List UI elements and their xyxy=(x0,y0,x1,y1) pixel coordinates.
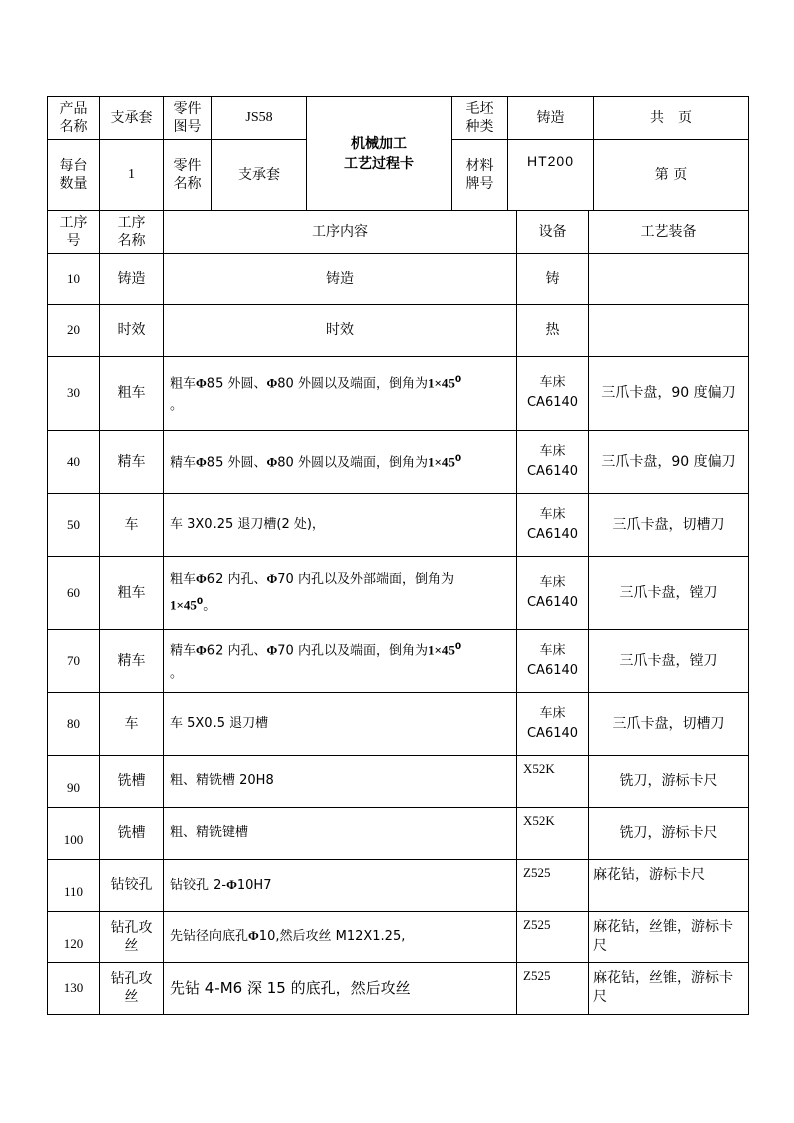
table-row xyxy=(48,807,749,859)
table-row xyxy=(48,629,749,692)
col-op-no: 工序 号 xyxy=(48,210,100,253)
op-number: 130 xyxy=(48,962,100,1014)
op-content: 先钻径向底孔Φ10,然后攻丝 M12X1.25, xyxy=(164,911,517,962)
table-row xyxy=(48,556,749,629)
table-row xyxy=(48,755,749,807)
op-number: 120 xyxy=(48,911,100,962)
op-name: 车 xyxy=(100,692,164,755)
col-op-name: 工序 名称 xyxy=(100,210,164,253)
op-equipment: X52K xyxy=(517,807,589,859)
col-tooling: 工艺装备 xyxy=(589,210,749,253)
op-tooling: 麻花钻，游标卡尺 xyxy=(589,859,749,911)
op-tooling xyxy=(589,304,749,356)
op-number: 110 xyxy=(48,859,100,911)
op-number: 50 xyxy=(48,493,100,556)
op-content: 精车Φ85 外圆、Φ80 外圆以及端面，倒角为$1\times 45^0$ xyxy=(164,430,517,493)
op-number: 20 xyxy=(48,304,100,356)
op-content: 车 5X0.5 退刀槽 xyxy=(164,692,517,755)
op-content: 精车Φ62 内孔、Φ70 内孔以及端面，倒角为$1\times 45^0$ 。 xyxy=(164,629,517,692)
op-equipment: Z525 xyxy=(517,962,589,1014)
col-equipment: 设备 xyxy=(517,210,589,253)
op-equipment: 车床 CA6140 xyxy=(517,430,589,493)
op-tooling: 铣刀，游标卡尺 xyxy=(589,755,749,807)
op-number: 80 xyxy=(48,692,100,755)
table-row xyxy=(48,692,749,755)
op-number: 90 xyxy=(48,755,100,807)
blank-type-value: 铸造 xyxy=(508,97,594,140)
op-tooling: 三爪卡盘，切槽刀 xyxy=(589,692,749,755)
op-tooling: 三爪卡盘，镗刀 xyxy=(589,556,749,629)
op-name: 精车 xyxy=(100,629,164,692)
op-number: 60 xyxy=(48,556,100,629)
op-equipment: Z525 xyxy=(517,859,589,911)
column-header-row xyxy=(48,210,749,253)
op-name: 钻孔攻 丝 xyxy=(100,962,164,1014)
part-name-label: 零件 名称 xyxy=(164,140,212,211)
part-drawing-value: JS58 xyxy=(212,97,307,140)
op-tooling: 三爪卡盘，90 度偏刀 xyxy=(589,356,749,430)
op-equipment: 车床 CA6140 xyxy=(517,356,589,430)
op-content: 粗、精铣槽 20H8 xyxy=(164,755,517,807)
op-equipment: 车床 CA6140 xyxy=(517,629,589,692)
op-name: 精车 xyxy=(100,430,164,493)
op-tooling: 铣刀，游标卡尺 xyxy=(589,807,749,859)
product-name-label: 产品 名称 xyxy=(48,97,100,140)
op-name: 铸造 xyxy=(100,253,164,304)
op-content: 粗车Φ85 外圆、Φ80 外圆以及端面，倒角为$1\times 45^0$ 。 xyxy=(164,356,517,430)
op-content: 车 3X0.25 退刀槽(2 处)， xyxy=(164,493,517,556)
table-row xyxy=(48,304,749,356)
op-tooling: 三爪卡盘，切槽刀 xyxy=(589,493,749,556)
table-row xyxy=(48,911,749,962)
table-row xyxy=(48,962,749,1014)
qty-per-unit-label: 每台 数量 xyxy=(48,140,100,211)
op-content: 粗、精铣键槽 xyxy=(164,807,517,859)
op-content: 时效 xyxy=(164,304,517,356)
qty-per-unit-value: 1 xyxy=(100,140,164,211)
total-pages: 共 页 xyxy=(594,97,749,140)
op-name: 车 xyxy=(100,493,164,556)
blank-type-label: 毛坯 种类 xyxy=(452,97,508,140)
table-row xyxy=(48,253,749,304)
op-name: 粗车 xyxy=(100,556,164,629)
op-equipment: Z525 xyxy=(517,911,589,962)
op-number: 30 xyxy=(48,356,100,430)
table-row xyxy=(48,356,749,430)
op-name: 钻铰孔 xyxy=(100,859,164,911)
op-tooling: 三爪卡盘，90 度偏刀 xyxy=(589,430,749,493)
table-row xyxy=(48,859,749,911)
material-label: 材料 牌号 xyxy=(452,140,508,211)
op-number: 70 xyxy=(48,629,100,692)
card-title: 机械加工 工艺过程卡 xyxy=(307,97,452,211)
op-equipment: 车床 CA6140 xyxy=(517,692,589,755)
op-equipment: X52K xyxy=(517,755,589,807)
op-content: 先钻 4-M6 深 15 的底孔，然后攻丝 xyxy=(164,962,517,1014)
table-row xyxy=(48,493,749,556)
col-content: 工序内容 xyxy=(164,210,517,253)
process-steps-table xyxy=(47,96,749,1015)
op-tooling: 麻花钻，丝锥，游标卡尺 xyxy=(589,962,749,1014)
op-equipment: 热 xyxy=(517,304,589,356)
op-tooling xyxy=(589,253,749,304)
table-row xyxy=(48,430,749,493)
op-equipment: 车床 CA6140 xyxy=(517,493,589,556)
op-name: 钻孔攻 丝 xyxy=(100,911,164,962)
op-content: 钻铰孔 2-Φ10H7 xyxy=(164,859,517,911)
op-name: 时效 xyxy=(100,304,164,356)
op-name: 粗车 xyxy=(100,356,164,430)
product-name-value: 支承套 xyxy=(100,97,164,140)
op-content: 粗车Φ62 内孔、Φ70 内孔以及外部端面，倒角为 $1\times 45^0$。 xyxy=(164,556,517,629)
material-value: HT200 xyxy=(508,140,594,211)
part-drawing-label: 零件 图号 xyxy=(164,97,212,140)
op-number: 40 xyxy=(48,430,100,493)
op-name: 铣槽 xyxy=(100,807,164,859)
op-name: 铣槽 xyxy=(100,755,164,807)
op-equipment: 铸 xyxy=(517,253,589,304)
part-name-value: 支承套 xyxy=(212,140,307,211)
op-number: 100 xyxy=(48,807,100,859)
op-tooling: 麻花钻，丝锥，游标卡尺 xyxy=(589,911,749,962)
op-content: 铸造 xyxy=(164,253,517,304)
op-tooling: 三爪卡盘，镗刀 xyxy=(589,629,749,692)
op-equipment: 车床 CA6140 xyxy=(517,556,589,629)
process-body xyxy=(47,96,748,1014)
page-number: 第 页 xyxy=(594,140,749,211)
op-number: 10 xyxy=(48,253,100,304)
